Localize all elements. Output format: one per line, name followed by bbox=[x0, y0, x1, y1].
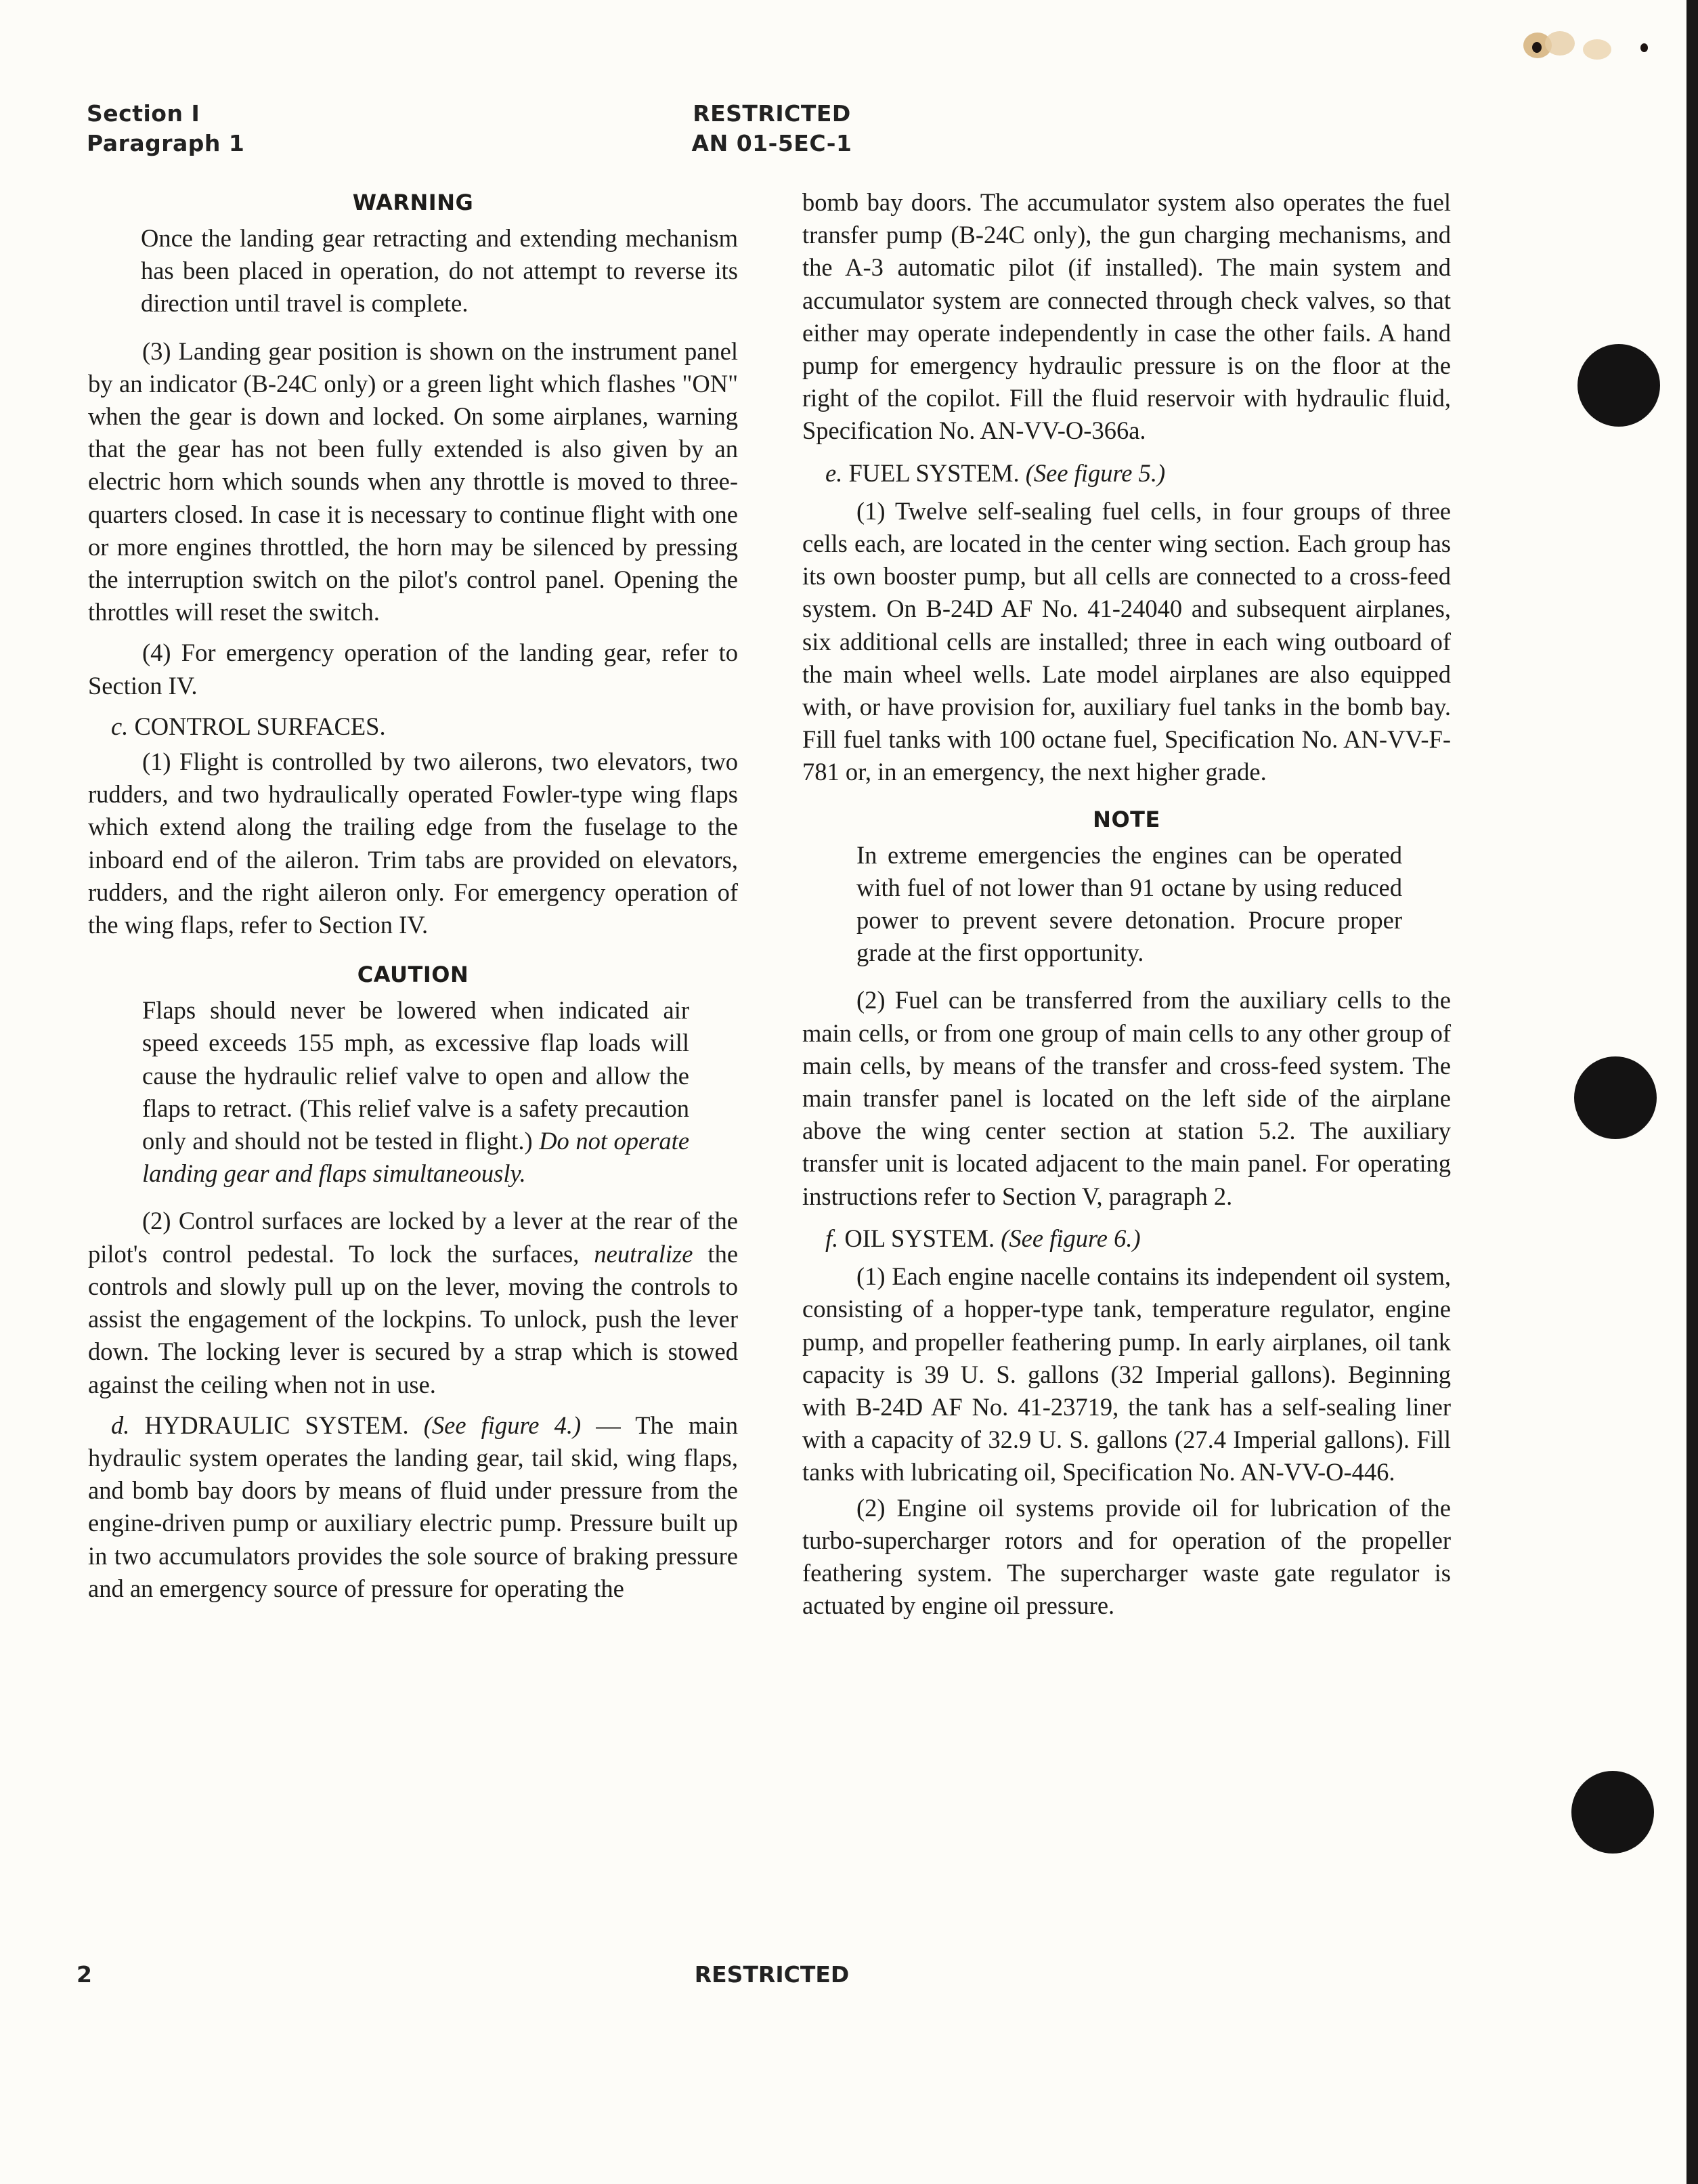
warning-notice bbox=[88, 187, 738, 320]
footer-classification: RESTRICTED bbox=[694, 1961, 850, 1988]
paper-stain bbox=[1545, 31, 1575, 56]
section-body: — The main hydraulic system operates the landing gear, tail skid, wing flaps, and bomb bay doors by means of fluid under pressure from the engine-driven pump or auxiliary electric pump. Pressure built up in two accumulators provides the sole source of braking pressure and an emergency source of pressure for operating the bbox=[88, 1411, 739, 1602]
paragraph-fuel-transfer: (2) Fuel can be transferred from the auxiliary cells to the main cells, or from one group of main cells to any other group of main cells, by means of the transfer and cross-feed system. The main transfer panel is located on the left side of the airplane above the wing center section at station 5.2. The auxiliary transfer unit is located adjacent to the main panel. For operating instructions refer to Section V, paragraph 2. bbox=[802, 986, 1451, 1210]
section-letter: d. bbox=[111, 1411, 130, 1439]
document-number: AN 01-5EC-1 bbox=[691, 130, 852, 156]
section-heading-oil-system bbox=[802, 1222, 1451, 1255]
binder-hole-bottom bbox=[1571, 1771, 1654, 1854]
figure-reference: (See figure 4.) bbox=[423, 1411, 582, 1439]
section-letter: e. bbox=[825, 458, 843, 487]
right-column bbox=[802, 186, 1451, 1622]
classification-marking: RESTRICTED bbox=[693, 100, 851, 127]
paragraph-fuel-cells: (1) Twelve self-sealing fuel cells, in four groups of three cells each, are located in the center wing section. Each group has its own booster pump, but all cells are connected to a cross-feed system. On B-24D AF No. 41-24040 and subsequent airplanes, six additional cells are installed; three in each wing outboard of the main wheel wells. Late model airplanes are also equipped with, or have provision for, auxiliary fuel tanks in the bomb bay. Fill fuel tanks with 100 octane fuel, Specification No. AN-VV-F-781 or, in an emergency, the next higher grade. bbox=[802, 496, 1451, 786]
running-header-left bbox=[87, 99, 244, 158]
caution-body bbox=[142, 994, 689, 1190]
paragraph-label: Paragraph 1 bbox=[87, 130, 245, 156]
binder-hole-middle bbox=[1574, 1056, 1657, 1139]
paragraph-oil-lubrication: (2) Engine oil systems provide oil for lubrication of the turbo-supercharger rotors and for operation of the propeller feathering system. The supercharger waste gate regulator is actuated by engine oil pressure. bbox=[802, 1493, 1451, 1620]
paragraph-flight-controls: (1) Flight is controlled by two ailerons, two elevators, two rudders, and two hydraulically operated Fowler-type wing flaps which extend along the trailing edge from the fuselage to the inboard end of the aileron. Trim tabs are provided on elevators, rudders, and the right aileron only. For emergency operation of the wing flaps, refer to Section IV. bbox=[88, 748, 738, 939]
paper-stain bbox=[1532, 42, 1542, 53]
text: the controls and slowly pull up on the lever, moving the controls to assist the engagement of the lockpins. To unlock, push the lever down. The locking lever is secured by a strap which is stowed against the ceiling when not in use. bbox=[88, 1239, 739, 1398]
caution-emphasis: Do not operate landing gear and flaps simultaneously. bbox=[142, 1127, 690, 1188]
section-title: FUEL SYSTEM. bbox=[848, 458, 1020, 487]
paragraph-landing-gear-position: (3) Landing gear position is shown on the instrument panel by an indicator (B-24C only) or a green light which flashes "ON" when the gear is down and locked. On some airplanes, warning that the gear has not been fully extended is also given by an electric horn which sounds when any throttle is moved to three-quarters closed. In case it is necessary to continue flight with one or more engines throttled, the horn may be silenced by pressing the interruption switch on the pilot's control panel. Opening the throttles will reset the switch. bbox=[88, 337, 738, 626]
section-heading-fuel-system bbox=[802, 457, 1451, 490]
warning-body: Once the landing gear retracting and extending mechanism has been placed in operation, do not attempt to reverse its direction until travel is complete. bbox=[141, 224, 738, 318]
caution-notice bbox=[88, 959, 738, 1190]
section-heading-control-surfaces bbox=[88, 710, 738, 743]
section-hydraulic-system bbox=[88, 1409, 738, 1605]
caution-text: Flaps should never be lowered when indicated air speed exceeds 155 mph, as excessive flap loads will cause the hydraulic relief valve to open and allow the flaps to retract. (This relief valve is a safety precaution only and should not be tested in flight.) bbox=[142, 996, 689, 1155]
section-letter: f. bbox=[825, 1224, 839, 1252]
left-column bbox=[88, 187, 738, 1605]
section-letter: c. bbox=[111, 712, 129, 740]
paragraph-oil-system-components: (1) Each engine nacelle contains its independent oil system, consisting of a hopper-type tank, temperature regulator, engine pump, and propeller feathering pump. In early airplanes, oil tank capacity is 39 U. S. gallons (32 Imperial gallons). Beginning with B-24D AF No. 41-23719, the tank has a self-sealing liner with a capacity of 32.9 U. S. gallons (27.4 Imperial gallons). Fill tanks with lubricating oil, Specification No. AN-VV-O-446. bbox=[802, 1262, 1451, 1486]
text: (2) Control surfaces are locked by a lever at the rear of the pilot's control pedestal. To lock the surfaces, bbox=[88, 1207, 738, 1268]
section-label: Section I bbox=[87, 100, 200, 127]
paragraph-landing-gear-emergency: (4) For emergency operation of the landing gear, refer to Section IV. bbox=[88, 639, 738, 700]
page-edge-shadow bbox=[1686, 0, 1698, 2184]
note-title: NOTE bbox=[1093, 806, 1160, 832]
note-body: In extreme emergencies the engines can be operated with fuel of not lower than 91 octane by using reduced power to prevent severe detonation. Procure proper grade at the first opportunity. bbox=[856, 840, 1402, 967]
paper-stain bbox=[1583, 39, 1611, 60]
paper-stain bbox=[1640, 43, 1648, 52]
figure-reference: (See figure 6.) bbox=[1001, 1224, 1141, 1252]
warning-title: WARNING bbox=[352, 190, 474, 215]
section-title: HYDRAULIC SYSTEM. bbox=[144, 1411, 409, 1439]
paragraph-accumulator-continued: bomb bay doors. The accumulator system also operates the fuel transfer pump (B-24C only), the gun charging mechanisms, and the A-3 automatic pilot (if installed). The main system and accumulator system are connected through check valves, so that either may operate independently in case the other fails. A hand pump for emergency hydraulic pressure is on the floor at the right of the copilot. Fill the fluid reservoir with hydraulic fluid, Specification No. AN-VV-O-366a. bbox=[802, 188, 1451, 445]
caution-title: CAUTION bbox=[357, 962, 469, 988]
emphasis: neutralize bbox=[594, 1239, 693, 1268]
paragraph-control-lock bbox=[88, 1205, 738, 1400]
section-title: OIL SYSTEM. bbox=[844, 1224, 995, 1252]
binder-hole-top bbox=[1577, 344, 1660, 427]
section-title: CONTROL SURFACES. bbox=[134, 712, 386, 740]
note-notice bbox=[802, 804, 1451, 970]
figure-reference: (See figure 5.) bbox=[1025, 458, 1166, 487]
running-header-center bbox=[636, 99, 907, 158]
page-number: 2 bbox=[77, 1961, 92, 1988]
